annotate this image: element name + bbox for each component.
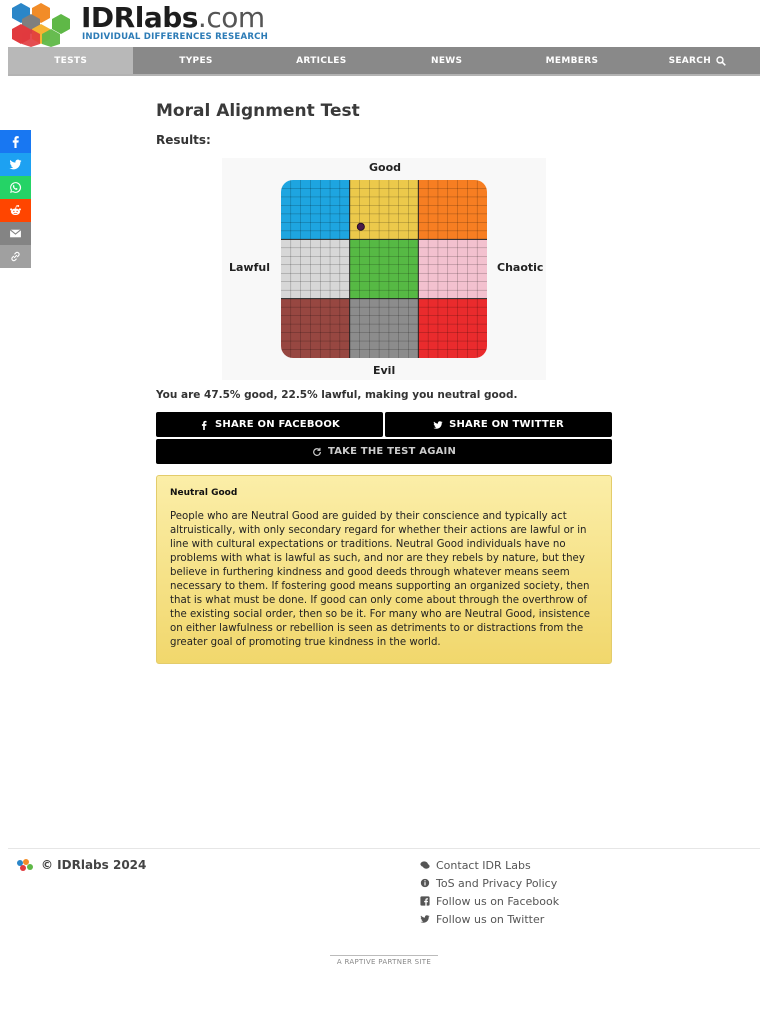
share-on-twitter-button[interactable] <box>385 412 612 437</box>
footer-link-twitter[interactable] <box>420 910 559 928</box>
footer-link-facebook[interactable] <box>420 892 559 910</box>
logo-wordmark: IDRlabs.com <box>81 1 265 34</box>
page-title: Moral Alignment Test <box>156 101 360 121</box>
share-whatsapp-button[interactable] <box>0 176 31 199</box>
alignment-cell-chaotic-evil <box>418 299 487 358</box>
footer-link-label: Contact IDR Labs <box>436 858 531 872</box>
nav-item-search[interactable] <box>635 47 760 74</box>
result-point-marker <box>357 223 364 230</box>
footer-links <box>420 856 559 928</box>
share-link-button[interactable] <box>0 245 31 268</box>
twitter-icon <box>433 420 443 430</box>
nav-item-members[interactable] <box>509 47 634 74</box>
result-description-title: Neutral Good <box>170 488 238 498</box>
alignment-grid <box>281 180 487 358</box>
alignment-cell-neutral-evil <box>350 299 419 358</box>
footer-link-contact[interactable] <box>420 856 559 874</box>
main-nav <box>8 47 760 76</box>
footer-link-label: ToS and Privacy Policy <box>436 876 558 890</box>
alignment-cell-chaotic-good <box>418 180 487 239</box>
nav-item-tests[interactable] <box>8 47 133 74</box>
alignment-cell-true-neutral <box>350 239 419 298</box>
raptive-partner-badge[interactable]: A RAPTIVE PARTNER SITE <box>330 955 438 966</box>
site-logo[interactable] <box>8 1 308 47</box>
copyright-text: © IDRlabs 2024 <box>41 858 147 872</box>
share-on-facebook-button[interactable] <box>156 412 383 437</box>
facebook-icon <box>420 896 430 906</box>
nav-label: NEWS <box>431 55 463 66</box>
refresh-icon <box>312 447 322 457</box>
alignment-cell-lawful-evil <box>281 299 350 358</box>
logo-small-icon <box>16 858 36 872</box>
nav-label: TYPES <box>179 55 213 66</box>
nav-item-types[interactable] <box>133 47 258 74</box>
result-description-box <box>156 475 612 664</box>
alignment-cell-lawful-good <box>281 180 350 239</box>
axis-label-evil: Evil <box>373 364 396 377</box>
reddit-icon <box>9 204 22 217</box>
nav-item-articles[interactable] <box>259 47 384 74</box>
share-reddit-button[interactable] <box>0 199 31 222</box>
nav-label: SEARCH <box>668 55 712 66</box>
twitter-icon <box>420 914 430 924</box>
share-twitter-button[interactable] <box>0 153 31 176</box>
button-label: SHARE ON TWITTER <box>449 419 564 430</box>
logo-hexagons-icon <box>8 1 78 47</box>
footer-copyright <box>16 858 146 872</box>
twitter-icon <box>9 158 22 171</box>
footer-divider <box>8 848 760 849</box>
footer-link-label: Follow us on Twitter <box>436 912 545 926</box>
facebook-icon <box>9 135 22 148</box>
footer-link-label: Follow us on Facebook <box>436 894 560 908</box>
alignment-cell-lawful-neutral <box>281 239 350 298</box>
axis-label-chaotic: Chaotic <box>497 261 544 274</box>
nav-label: MEMBERS <box>545 55 599 66</box>
link-icon <box>9 250 22 263</box>
facebook-icon <box>199 420 209 430</box>
nav-item-news[interactable] <box>384 47 509 74</box>
result-summary: You are 47.5% good, 22.5% lawful, making you neutral good. <box>156 389 518 401</box>
button-label: TAKE THE TEST AGAIN <box>327 446 457 457</box>
share-sidebar <box>0 130 31 268</box>
nav-label: TESTS <box>54 55 88 66</box>
axis-label-good: Good <box>369 161 402 174</box>
logo-tagline: INDIVIDUAL DIFFERENCES RESEARCH <box>82 32 269 42</box>
results-label: Results: <box>156 133 211 147</box>
axis-label-lawful: Lawful <box>229 261 270 274</box>
info-icon <box>420 878 430 888</box>
chat-icon <box>420 860 430 870</box>
footer-link-tos[interactable] <box>420 874 559 892</box>
search-icon <box>716 56 726 66</box>
button-label: SHARE ON FACEBOOK <box>214 419 341 430</box>
result-description-text: People who are Neutral Good are guided by their conscience and typically act altruistically, with only secondary regard for whether their actions are lawful or in line with cultural expectations or traditions. Neutral Good individuals have no problems with what is lawful as such, and nor are they rebels by nature, but they believe in furthering kindness and good deeds through whatever means seem necessary to them. If fostering good means supporting an organized society, then that is what must be done. If good can only come about through the overthrow of the existing social order, then so be it. For many who are Neutral Good, insistence on either lawfulness or rebellion is seen as detriments to or distractions from the greater goal of promoting true kindness in the world. <box>170 511 591 648</box>
take-test-again-button[interactable] <box>156 439 612 464</box>
whatsapp-icon <box>9 181 22 194</box>
share-email-button[interactable] <box>0 222 31 245</box>
nav-label: ARTICLES <box>296 55 347 66</box>
share-facebook-button[interactable] <box>0 130 31 153</box>
email-icon <box>9 227 22 240</box>
alignment-cell-chaotic-neutral <box>418 239 487 298</box>
